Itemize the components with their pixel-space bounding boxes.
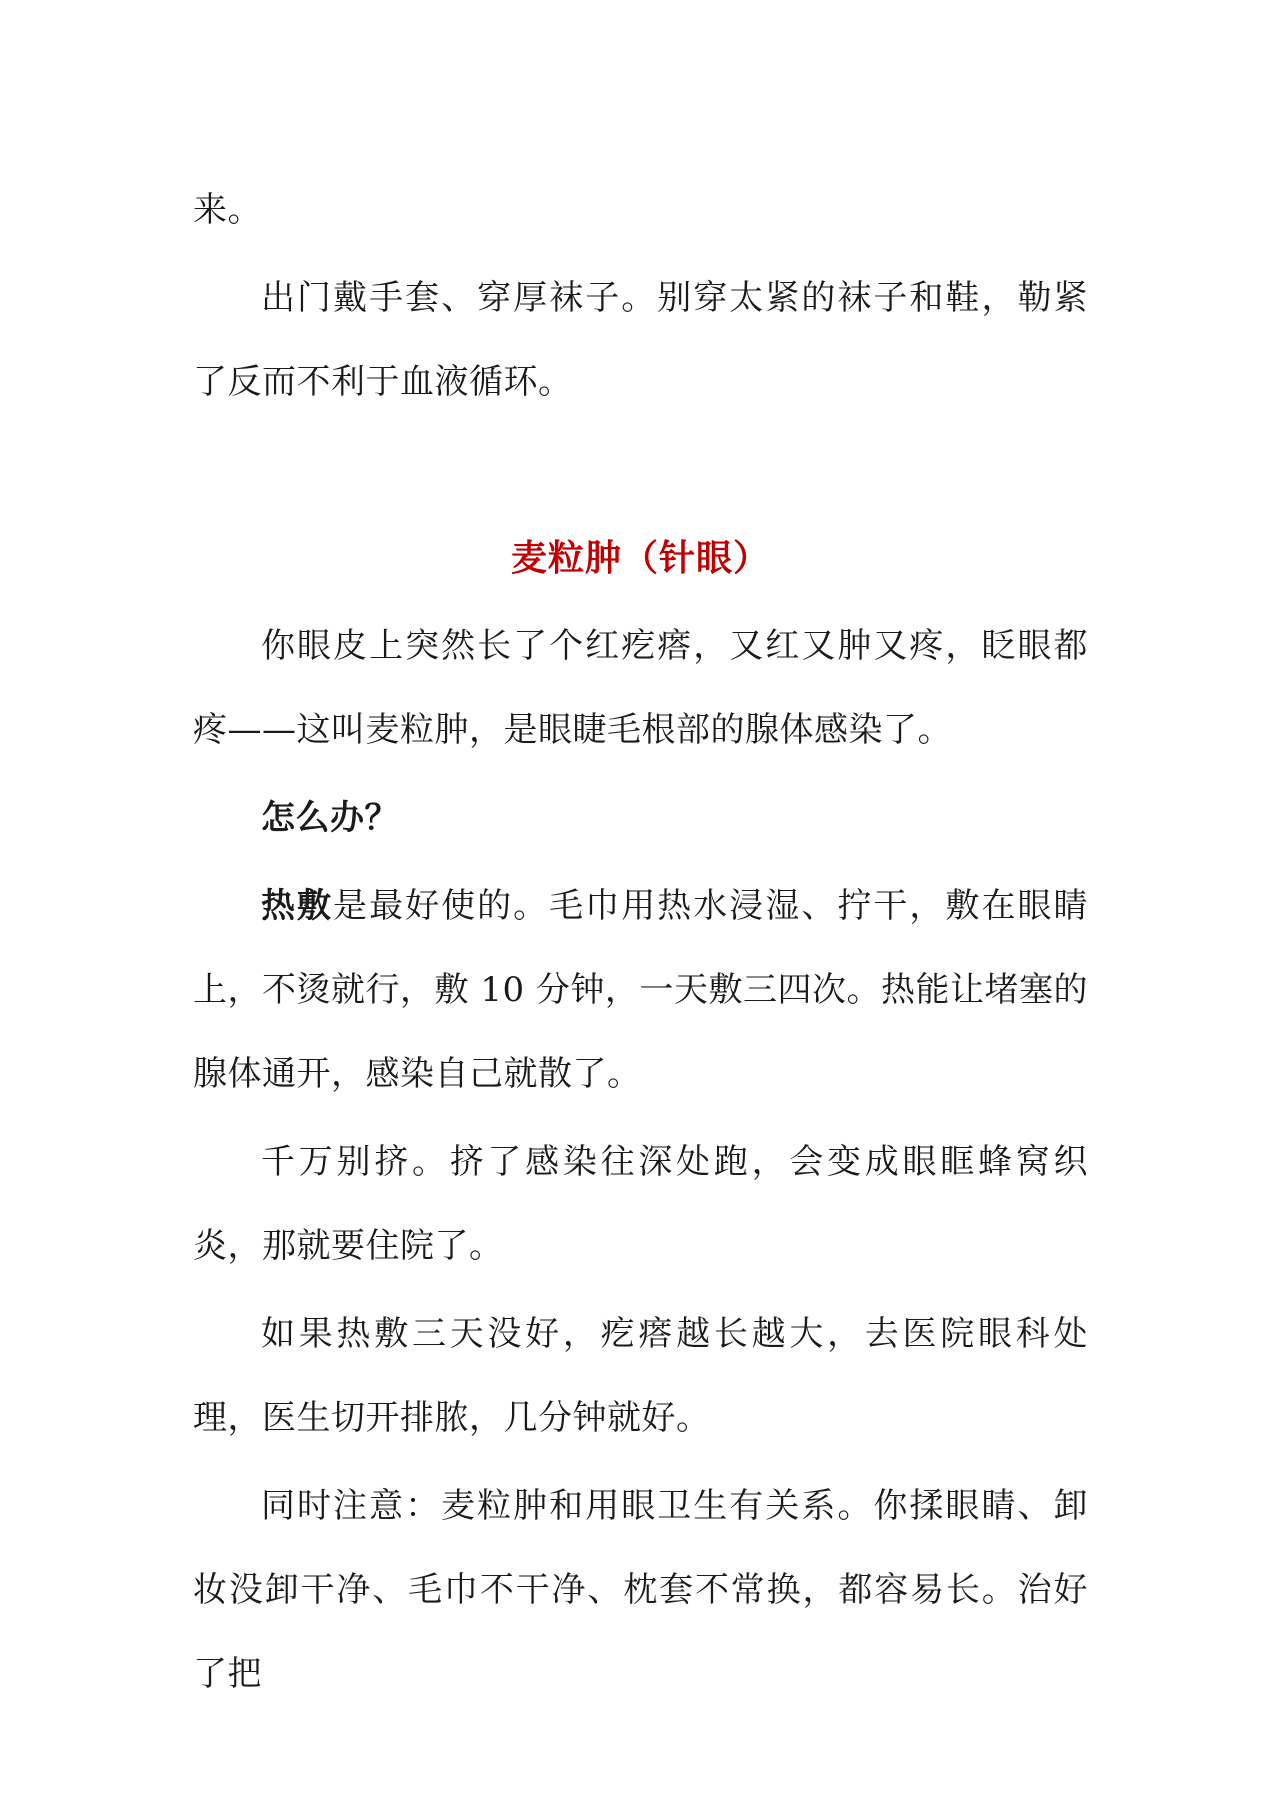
paragraph-intro: 你眼皮上突然长了个红疙瘩，又红又肿又疼，眨眼都疼——这叫麦粒肿，是眼睫毛根部的腺体感染了。 — [193, 626, 1088, 750]
paragraph-hot-compress — [193, 864, 1088, 1116]
paragraph-gloves-socks: 出门戴手套、穿厚袜子。别穿太紧的袜子和鞋，勒紧了反而不利于血液循环。 — [193, 278, 1088, 402]
hot-compress-lead: 热敷 — [261, 886, 334, 926]
document-body — [193, 168, 1088, 1716]
paragraph-continuation: 来。 — [193, 190, 262, 230]
hot-compress-rest: 是最好使的。毛巾用热水浸湿、拧干，敷在眼睛上，不烫就行，敷 10 分钟，一天敷三四次。热能让堵塞的腺体通开，感染自己就散了。 — [193, 886, 1088, 1094]
paragraph-hygiene: 同时注意：麦粒肿和用眼卫生有关系。你揉眼睛、卸妆没卸干净、毛巾不干净、枕套不常换，都容易长。治好了把 — [193, 1486, 1088, 1694]
paragraph-hospital: 如果热敷三天没好，疙瘩越长越大，去医院眼科处理，医生切开排脓，几分钟就好。 — [193, 1314, 1088, 1438]
paragraph-warning: 千万别挤。挤了感染往深处跑，会变成眼眶蜂窝织炎，那就要住院了。 — [193, 1142, 1088, 1266]
section-heading: 麦粒肿（针眼） — [510, 537, 770, 579]
subheading-question: 怎么办？ — [261, 798, 399, 838]
